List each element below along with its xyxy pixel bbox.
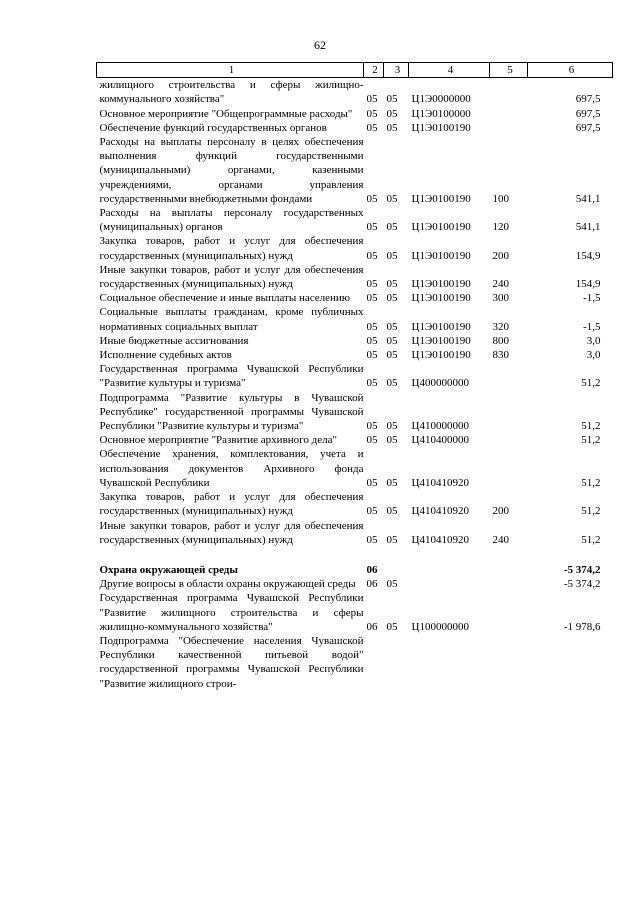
subsection-code-cell: 05 [386,505,398,518]
expense-type-cell [490,107,528,121]
expense-type-cell: 800 [492,334,509,347]
table-row [97,305,613,333]
table-row [97,206,613,234]
row-name-cell: Иные закупки товаров, работ и услуг для обеспечения государственных (муниципальных) нужд [99,519,364,546]
subsection-code-cell: 05 [386,420,398,433]
subsection-code-cell: 05 [386,93,398,106]
expense-type-cell [490,391,528,434]
amount-cell: -5 374,2 [563,563,601,576]
row-name-cell: Социальные выплаты гражданам, кроме публичных нормативных социальных выплат [99,306,364,333]
subsection-code-cell: 05 [386,192,398,205]
table-row [97,447,613,490]
expense-type-cell: 240 [492,533,509,546]
section-code-cell: 06 [366,620,378,633]
table-row [97,490,613,518]
subsection-code-cell: 05 [386,377,398,390]
target-article-cell: Ц1Э0100190 [411,278,471,291]
subsection-code-cell: 05 [386,320,398,333]
row-name-cell: Основное мероприятие "Общепрограммные расходы" [99,107,353,120]
amount-cell: 154,9 [575,249,601,262]
page-number: 62 [314,38,326,52]
spacer-row [97,547,613,563]
row-name-cell: Иные бюджетные ассигнования [99,334,249,347]
amount-cell: 51,2 [581,420,601,433]
row-name-cell: Закупка товаров, работ и услуг для обеспечения государственных (муниципальных) нужд [99,491,364,518]
amount-cell: 697,5 [575,93,601,106]
row-name-cell: жилищного строительства и сферы жилищно-коммунального хозяйства" [99,79,364,106]
row-name-cell: Исполнение судебных актов [99,349,232,362]
amount-cell: 3,0 [586,334,601,347]
target-article-cell: Ц1Э0100000 [411,107,471,120]
amount-cell: 51,2 [581,505,601,518]
section-code-cell: 05 [366,349,378,362]
amount-cell: 541,1 [575,192,601,205]
section-code-cell: 05 [366,107,378,120]
section-code-cell: 05 [366,434,378,447]
table-row [97,78,613,107]
header-col-2: 2 [364,63,384,78]
subsection-code-cell: 05 [386,476,398,489]
subsection-code-cell: 05 [386,292,398,305]
amount-cell: -1 978,6 [563,620,601,633]
table-row [97,433,613,447]
amount-cell: -5 374,2 [563,578,601,591]
amount-cell: 51,2 [581,434,601,447]
row-name-cell: Расходы на выплаты персоналу государственных (муниципальных) органов [99,207,364,234]
table-row [97,107,613,121]
row-name-cell: Другие вопросы в области охраны окружающей среды [99,578,356,591]
section-code-cell: 05 [366,334,378,347]
target-article-cell: Ц1Э0100190 [411,192,471,205]
expense-type-cell: 200 [492,249,509,262]
section-code-cell: 05 [366,533,378,546]
target-article-cell: Ц410410920 [411,476,469,489]
row-name-cell: Государственная программа Чувашской Республики "Развитие культуры и туризма" [99,363,364,390]
section-code-cell: 05 [366,121,378,134]
section-code-cell: 06 [366,563,378,576]
table-row [97,519,613,547]
amount-cell: 697,5 [575,107,601,120]
target-article-cell [409,563,490,577]
target-article-cell: Ц410410920 [411,533,469,546]
amount-cell: 51,2 [581,533,601,546]
target-article-cell: Ц1Э0000000 [411,93,471,106]
expense-type-cell [490,433,528,447]
row-name-cell: Подпрограмма "Развитие культуры в Чувашской Республике" государственной программы Чувашской Республики "Развитие культуры и туризма" [99,391,364,433]
expense-type-cell [490,362,528,390]
expense-type-cell [490,121,528,135]
table-row [97,591,613,634]
section-code-cell: 05 [366,476,378,489]
section-code-cell: 05 [366,320,378,333]
section-code-cell: 06 [366,578,378,591]
target-article-cell: Ц410410920 [411,505,469,518]
target-article-cell: Ц1Э0100190 [411,334,471,347]
table-row [97,563,613,577]
amount-cell: -1,5 [583,320,601,333]
table-row [97,121,613,135]
subsection-code-cell: 05 [386,533,398,546]
expense-type-cell: 830 [492,349,509,362]
table-row [97,234,613,262]
expense-type-cell [490,563,528,577]
section-code-cell [364,634,384,691]
amount-cell: 697,5 [575,121,601,134]
target-article-cell: Ц400000000 [411,377,469,390]
section-code-cell: 05 [366,420,378,433]
amount-cell: 154,9 [575,278,601,291]
subsection-code-cell: 05 [386,107,398,120]
row-name-cell: Обеспечение функций государственных органов [99,121,327,134]
expense-type-cell: 300 [492,292,509,305]
subsection-code-cell: 05 [386,578,398,591]
table-row [97,263,613,291]
row-name-cell: Охрана окружающей среды [99,563,238,576]
subsection-code-cell: 05 [386,620,398,633]
subsection-code-cell: 05 [386,334,398,347]
row-name-cell: Социальное обеспечение и иные выплаты населению [99,292,351,305]
header-col-6: 6 [528,63,613,78]
target-article-cell: Ц1Э0100190 [411,249,471,262]
expense-type-cell: 200 [492,505,509,518]
section-code-cell: 05 [366,192,378,205]
target-article-cell: Ц1Э0100190 [411,349,471,362]
section-code-cell: 05 [366,377,378,390]
table-row [97,577,613,591]
table-header-row [97,63,613,78]
row-name-cell: Основное мероприятие "Развитие архивного дела" [99,434,337,447]
subsection-code-cell: 05 [386,434,398,447]
header-col-1: 1 [97,63,364,78]
amount-cell: 3,0 [586,349,601,362]
row-name-cell: Расходы на выплаты персоналу в целях обеспечения выполнения функций государственными (муниципальными) органами, казенными учреждениями, органами управления государственными внебюджетными фондами [99,136,364,205]
target-article-cell: Ц410400000 [411,434,469,447]
section-code-cell: 05 [366,292,378,305]
amount-cell: 51,2 [581,377,601,390]
table-row [97,135,613,206]
subsection-code-cell: 05 [386,121,398,134]
row-name-cell: Подпрограмма "Обеспечение населения Чувашской Республики качественной питьевой водой" государственной программы Чувашской Республики "Развитие жилищного строи- [99,634,364,690]
row-name-cell: Закупка товаров, работ и услуг для обеспечения государственных (муниципальных) нужд [99,235,364,262]
expense-type-cell [490,591,528,634]
section-code-cell: 05 [366,249,378,262]
subsection-code-cell: 05 [386,221,398,234]
amount-cell: 541,1 [575,221,601,234]
table-row [97,334,613,348]
expense-type-cell [490,447,528,490]
target-article-cell [409,634,490,691]
target-article-cell [409,577,490,591]
header-col-3: 3 [384,63,409,78]
row-name-cell: Обеспечение хранения, комплектования, учета и использования документов Архивного фонда Чувашской Республики [99,448,364,489]
subsection-code-cell [384,634,409,691]
expense-type-cell: 100 [492,192,509,205]
target-article-cell: Ц1Э0100190 [411,292,471,305]
target-article-cell: Ц1Э0100190 [411,221,471,234]
section-code-cell: 05 [366,93,378,106]
section-code-cell: 05 [366,505,378,518]
header-col-4: 4 [409,63,490,78]
table-row [97,362,613,390]
amount-cell: -1,5 [583,292,601,305]
expense-type-cell [490,78,528,107]
target-article-cell: Ц1Э0100190 [411,121,471,134]
row-name-cell: Государственная программа Чувашской Республики "Развитие жилищного строительства и сферы жилищно-коммунального хозяйства" [99,592,364,633]
table-row [97,391,613,434]
target-article-cell: Ц100000000 [411,620,469,633]
section-code-cell: 05 [366,278,378,291]
section-code-cell: 05 [366,221,378,234]
expense-type-cell [490,634,528,691]
table-row [97,634,613,691]
amount-cell [528,634,613,691]
row-name-cell: Иные закупки товаров, работ и услуг для обеспечения государственных (муниципальных) нужд [99,263,364,291]
expense-type-cell: 320 [492,320,509,333]
header-col-5: 5 [490,63,528,78]
expense-type-cell [490,577,528,591]
expense-type-cell: 240 [492,278,509,291]
subsection-code-cell [384,563,409,577]
subsection-code-cell: 05 [386,349,398,362]
amount-cell: 51,2 [581,476,601,489]
target-article-cell: Ц1Э0100190 [411,320,471,333]
table-row [97,291,613,305]
budget-table [96,62,613,691]
subsection-code-cell: 05 [386,278,398,291]
target-article-cell: Ц410000000 [411,420,469,433]
expense-type-cell: 120 [492,221,509,234]
table-row [97,348,613,362]
subsection-code-cell: 05 [386,249,398,262]
